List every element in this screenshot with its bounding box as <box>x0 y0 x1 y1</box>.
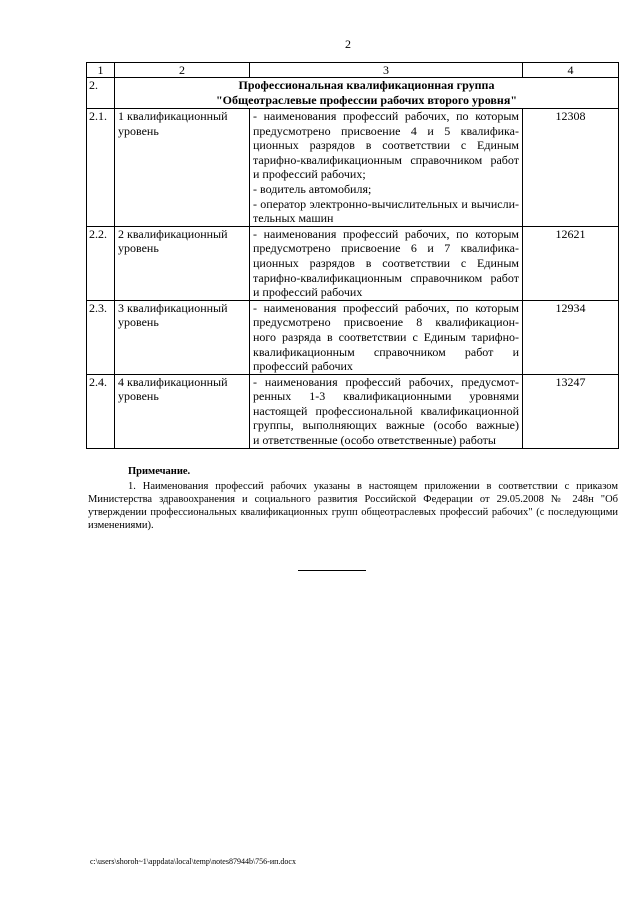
salary-table <box>86 62 619 449</box>
table-row <box>87 300 619 374</box>
row-salary: 12621 <box>523 226 619 300</box>
row-description <box>250 226 523 300</box>
row-number: 2.3. <box>87 300 115 374</box>
note-heading: Примечание. <box>128 466 191 477</box>
row-description <box>250 374 523 448</box>
header-cell-1: 1 <box>87 63 115 78</box>
header-cell-3: 3 <box>250 63 523 78</box>
row-level-line2: уровень <box>118 241 159 256</box>
description-line: ционных разрядов в соответствии с Единым <box>253 138 519 153</box>
table-row <box>87 226 619 300</box>
row-number: 2.4. <box>87 374 115 448</box>
description-line: ренных 1-3 квалификационными уровнями <box>253 389 519 404</box>
group-title <box>115 78 619 109</box>
description-line: - водитель автомобиля; <box>253 181 372 196</box>
row-level-line2: уровень <box>118 315 159 330</box>
row-salary: 12308 <box>523 109 619 227</box>
row-level-line2: уровень <box>118 123 159 138</box>
row-level-line1: 2 квалификационный <box>118 226 228 241</box>
description-line: - наименования профессий рабочих, по которым <box>253 109 519 123</box>
row-description <box>250 300 523 374</box>
description-line: и ответственные (особо ответственные) работы <box>253 433 496 448</box>
page-number: 2 <box>345 37 351 51</box>
header-cell-4: 4 <box>523 63 619 78</box>
table-row <box>87 374 619 448</box>
description-line: профессий рабочих <box>253 359 353 374</box>
description-line: ного разряда в соответствии с Единым тарифно- <box>253 329 519 344</box>
row-level <box>115 109 250 227</box>
description-line: - оператор электронно-вычислительных и вычисли- <box>253 196 519 211</box>
description-line: - наименования профессий рабочих, по которым <box>253 226 519 241</box>
table-row <box>87 109 619 227</box>
description-line: ционных разрядов в соответствии с Единым <box>253 255 519 270</box>
description-line: - наименования профессий рабочих, предусмот- <box>253 374 519 389</box>
row-level-line1: 4 квалификационный <box>118 374 228 389</box>
row-salary: 12934 <box>523 300 619 374</box>
row-level <box>115 226 250 300</box>
description-line: квалификационным справочником работ и <box>253 344 519 359</box>
row-description <box>250 109 523 227</box>
row-number: 2.2. <box>87 226 115 300</box>
description-line: настоящей профессиональной квалификационной <box>253 403 519 418</box>
description-line: - наименования профессий рабочих, по которым <box>253 300 519 315</box>
description-line: предусмотрено присвоение 8 квалификацион- <box>253 315 519 330</box>
description-line: тарифно-квалификационным справочником работ <box>253 152 519 167</box>
description-line: тельных машин <box>253 211 334 226</box>
footer-file-path: c:\users\shoroh~1\appdata\local\temp\notes87944b\756-ип.docx <box>90 857 296 866</box>
group-title-line1: Профессиональная квалификационная группа <box>238 78 495 92</box>
description-line: группы, выполняющих важные (особо важные) <box>253 418 519 433</box>
separator-line <box>298 570 366 571</box>
description-line: тарифно-квалификационным справочником работ <box>253 270 519 285</box>
group-number: 2. <box>87 78 115 109</box>
row-level-line1: 1 квалификационный <box>118 109 228 123</box>
description-line: предусмотрено присвоение 4 и 5 квалифика- <box>253 123 519 138</box>
row-number: 2.1. <box>87 109 115 227</box>
header-cell-2: 2 <box>115 63 250 78</box>
description-line: и профессий рабочих; <box>253 167 366 182</box>
row-level <box>115 300 250 374</box>
note-section <box>88 465 618 532</box>
group-row <box>87 78 619 109</box>
table-header-row <box>87 63 619 78</box>
row-salary: 13247 <box>523 374 619 448</box>
description-line: и профессий рабочих <box>253 285 363 300</box>
row-level <box>115 374 250 448</box>
note-text: 1. Наименования профессий рабочих указаны в настоящем приложении в соответствии с приказом Министерства здравоохранения и социального развития Российской Федерации от 29.05.2008 № 248н "Об утверждении профессиональных квалификационных групп общеотраслевых профессий рабочих" (с последующими изменениями). <box>88 481 618 531</box>
row-level-line2: уровень <box>118 389 159 404</box>
group-title-line2: "Общеотраслевые профессии рабочих второго уровня" <box>216 93 517 107</box>
note-text-container <box>88 480 618 532</box>
row-level-line1: 3 квалификационный <box>118 300 228 315</box>
description-line: предусмотрено присвоение 6 и 7 квалифика- <box>253 241 519 256</box>
